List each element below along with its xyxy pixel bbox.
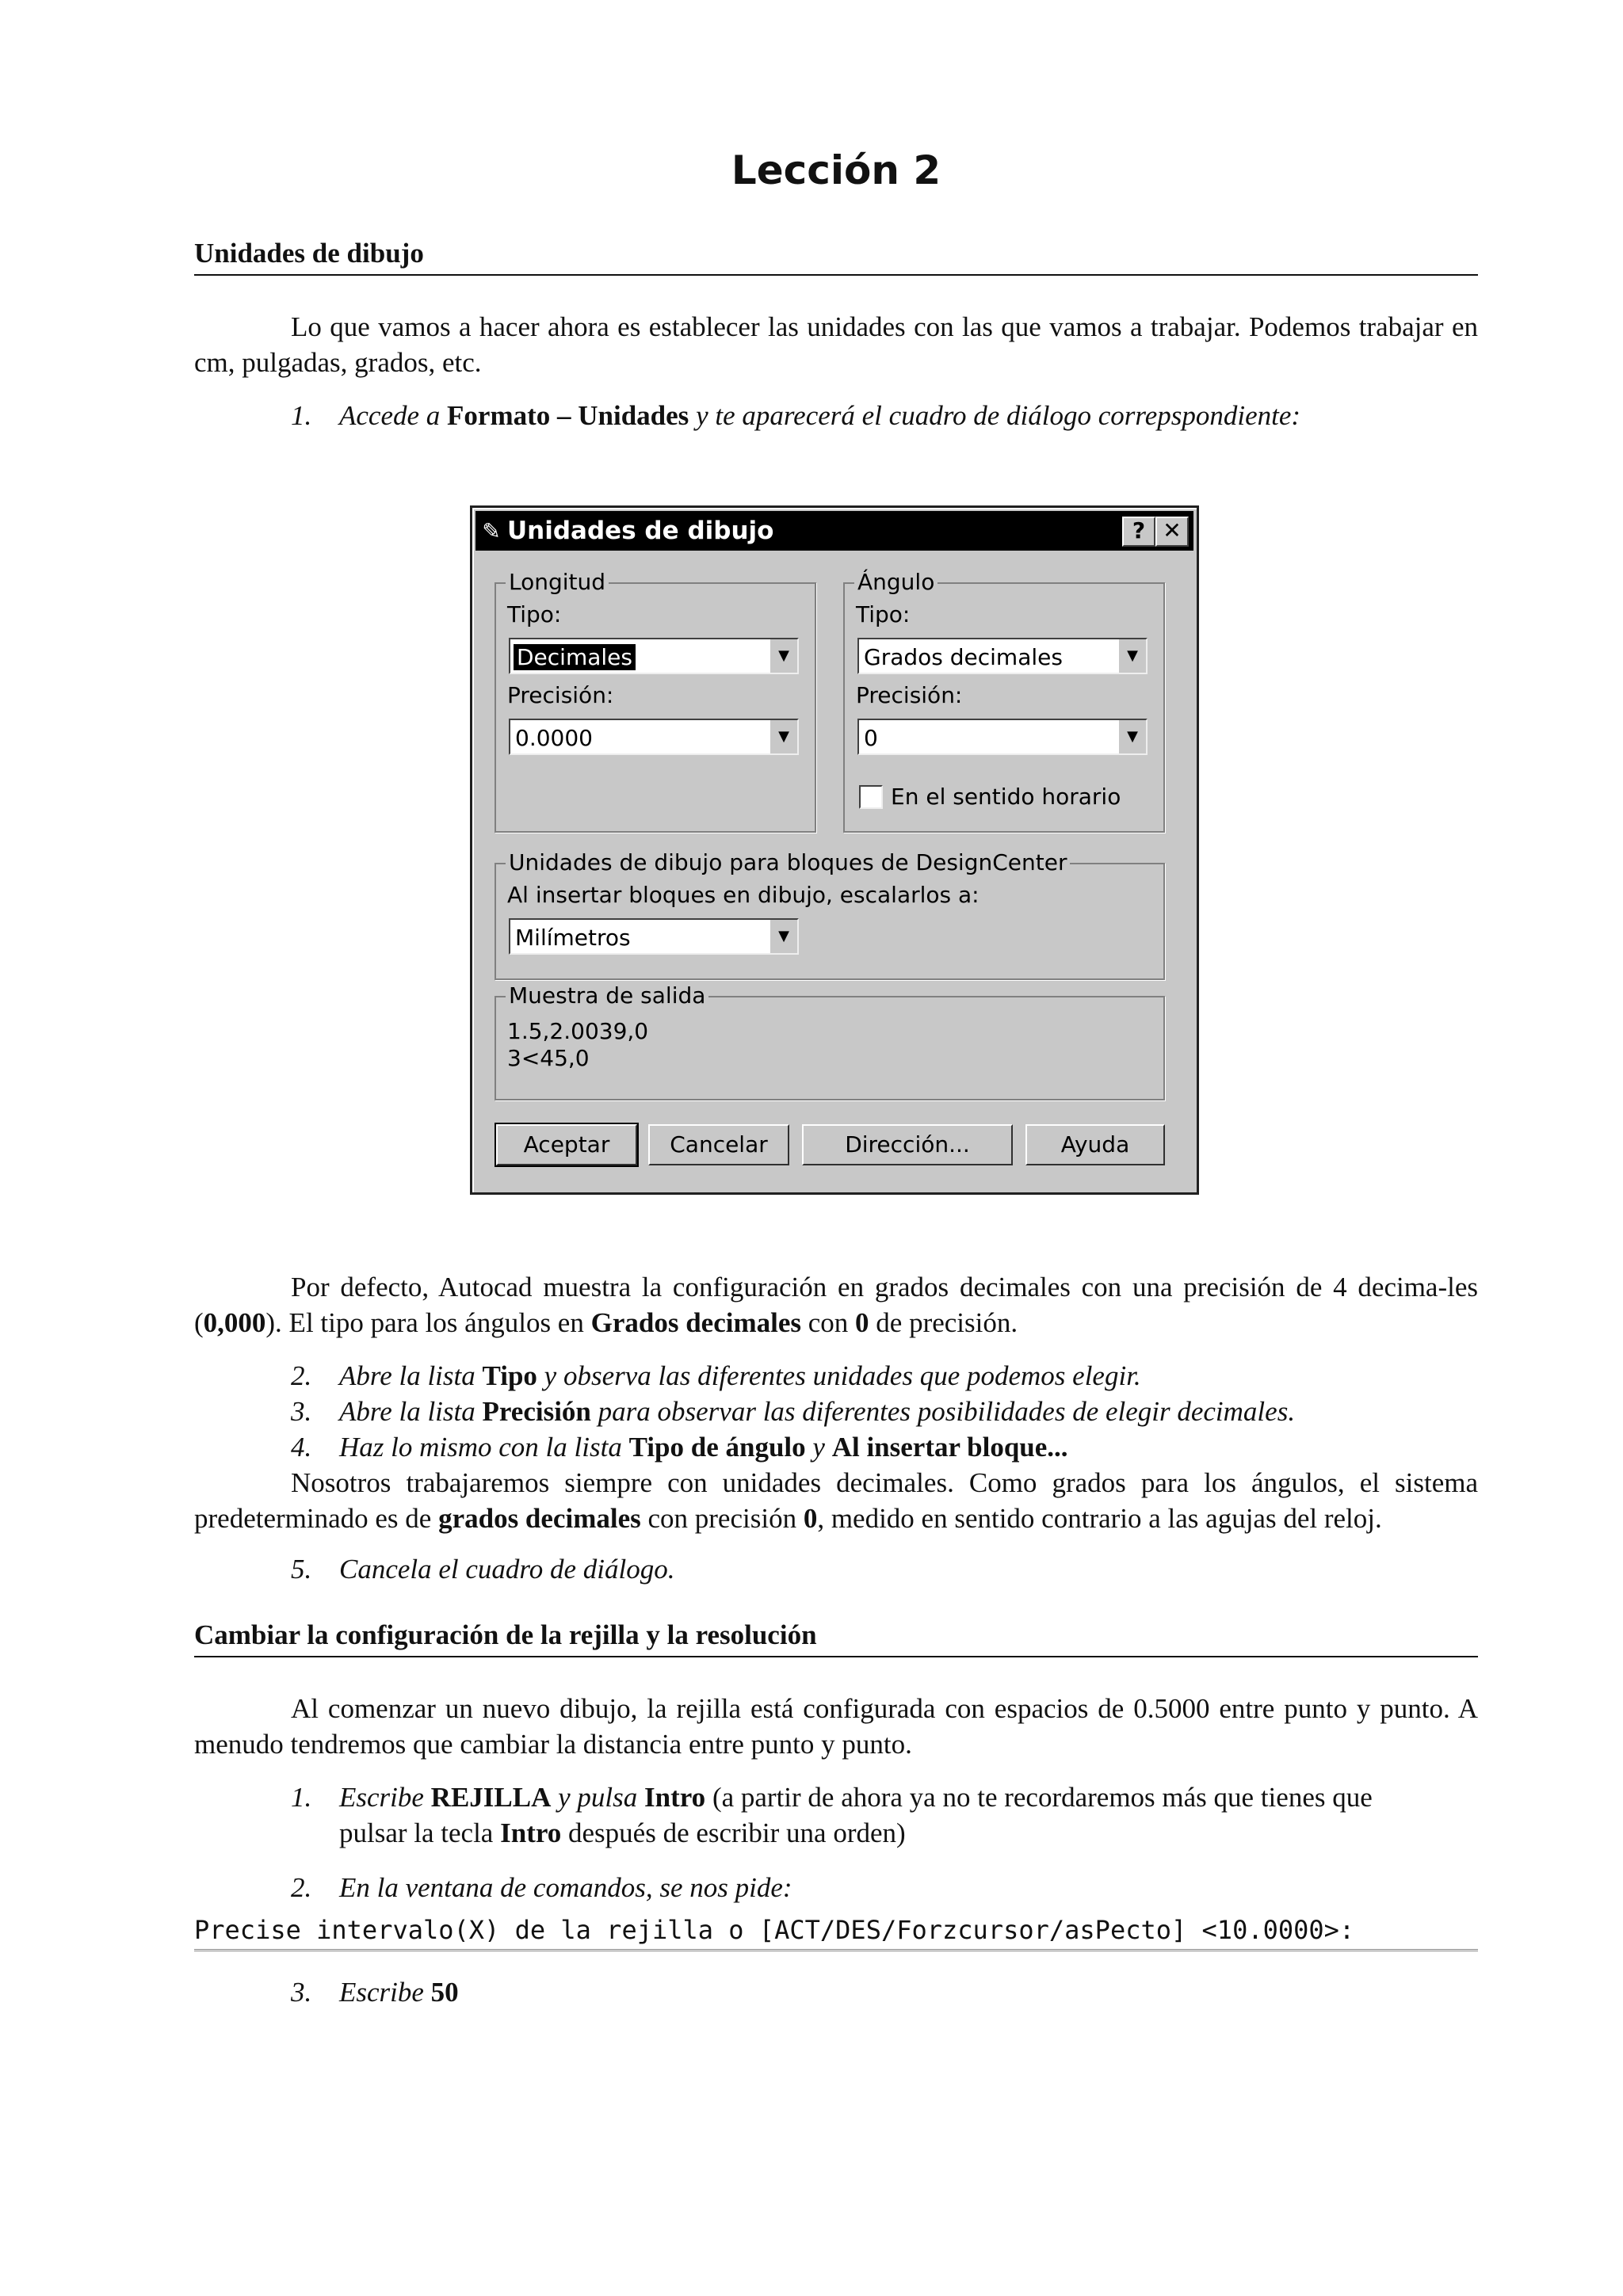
step-text: Haz lo mismo con la lista bbox=[339, 1432, 622, 1463]
sample-output-group bbox=[495, 982, 1165, 1100]
insert-units-select[interactable] bbox=[509, 918, 799, 955]
para-bold: 0 bbox=[803, 1503, 818, 1534]
angle-precision-select[interactable] bbox=[857, 719, 1148, 755]
step-number: 2. bbox=[291, 1360, 312, 1391]
step-number: 3. bbox=[291, 1977, 312, 2008]
step-bold: Intro bbox=[500, 1817, 562, 1848]
para-text: con precisión bbox=[647, 1503, 797, 1534]
units-dialog bbox=[470, 505, 1199, 1195]
length-precision-value: 0.0000 bbox=[515, 725, 593, 751]
para-bold: Grados decimales bbox=[590, 1307, 801, 1338]
paragraph-grid-intro bbox=[194, 1691, 1478, 1762]
step-text: Abre la lista bbox=[339, 1396, 475, 1427]
cancel-button[interactable]: Cancelar bbox=[648, 1124, 789, 1165]
angle-group bbox=[843, 569, 1165, 833]
step-text: para observar las diferentes posibilidades de elegir decimales. bbox=[598, 1396, 1296, 1427]
para-bold: 0,000 bbox=[203, 1307, 266, 1338]
step-2 bbox=[291, 1358, 1478, 1394]
dropdown-arrow-icon[interactable]: ▼ bbox=[1117, 720, 1146, 753]
dropdown-arrow-icon[interactable]: ▼ bbox=[769, 720, 797, 753]
para-text: Al comenzar un nuevo dibujo, la rejilla está configurada con espacios de 0.5000 entre punto y punto. A menudo tendremos que cambiar la distancia entre punto y punto. bbox=[194, 1693, 1478, 1760]
section-heading-grid: Cambiar la configuración de la rejilla y la resolución bbox=[194, 1619, 1478, 1657]
clockwise-label: En el sentido horario bbox=[891, 784, 1121, 810]
sample-line-2: 3<45,0 bbox=[507, 1045, 590, 1071]
para-text: ). El tipo para los ángulos en bbox=[265, 1307, 584, 1338]
step-bold: 50 bbox=[430, 1977, 459, 2008]
intro-paragraph bbox=[194, 309, 1478, 380]
step-number: 1. bbox=[291, 1782, 312, 1813]
step-grid-3 bbox=[291, 1974, 1478, 2010]
step-number: 3. bbox=[291, 1396, 312, 1427]
length-legend: Longitud bbox=[506, 569, 609, 595]
step-5 bbox=[291, 1551, 1478, 1587]
step-grid-1 bbox=[291, 1779, 1478, 1851]
step-text: Escribe bbox=[339, 1977, 424, 2008]
designcenter-legend: Unidades de dibujo para bloques de DesignCenter bbox=[506, 849, 1070, 875]
sample-line-1: 1.5,2.0039,0 bbox=[507, 1018, 649, 1044]
step-bold: Formato – Unidades bbox=[447, 400, 689, 431]
section-heading-units: Unidades de dibujo bbox=[194, 238, 1478, 276]
step-4 bbox=[291, 1429, 1478, 1465]
dropdown-arrow-icon[interactable]: ▼ bbox=[769, 920, 797, 953]
step-text: y te aparecerá el cuadro de diálogo correpspondiente: bbox=[696, 400, 1301, 431]
angle-precision-value: 0 bbox=[864, 725, 878, 751]
intro-text: Lo que vamos a hacer ahora es establecer las unidades con las que vamos a trabajar. Podemos trabajar en cm, pulgadas, grados, etc. bbox=[194, 311, 1478, 378]
page-title: Lección 2 bbox=[731, 147, 941, 193]
step-bold: Tipo de ángulo bbox=[628, 1432, 806, 1463]
sample-legend: Muestra de salida bbox=[506, 982, 708, 1009]
angle-type-select[interactable] bbox=[857, 638, 1148, 674]
angle-precision-label: Precisión: bbox=[856, 682, 963, 708]
angle-type-value: Grados decimales bbox=[864, 644, 1063, 670]
paragraph-default-config bbox=[194, 1269, 1478, 1341]
para-text: Nosotros trabajaremos siempre con unidades decimales. Como grados para los ángulos, el sistema predeterminado es de bbox=[194, 1467, 1478, 1534]
designcenter-label: Al insertar bloques en dibujo, escalarlos a: bbox=[507, 882, 980, 908]
insert-units-value: Milímetros bbox=[515, 925, 631, 951]
step-number: 5. bbox=[291, 1554, 312, 1585]
designcenter-group bbox=[495, 849, 1165, 980]
dropdown-arrow-icon[interactable]: ▼ bbox=[769, 639, 797, 673]
step-text: y bbox=[812, 1432, 825, 1463]
para-bold: 0 bbox=[855, 1307, 869, 1338]
step-text: En la ventana de comandos, se nos pide: bbox=[339, 1872, 792, 1903]
step-bold: Intro bbox=[644, 1782, 706, 1813]
step-text: (a partir de ahora ya no te recordaremos más que tienes que bbox=[712, 1782, 1373, 1813]
length-precision-select[interactable] bbox=[509, 719, 799, 755]
direction-button[interactable]: Dirección... bbox=[802, 1124, 1013, 1165]
ok-button[interactable]: Aceptar bbox=[496, 1124, 637, 1165]
step-grid-2 bbox=[291, 1870, 1478, 1905]
command-line: Precise intervalo(X) de la rejilla o [ACT/DES/Forzcursor/asPecto] <10.0000>: bbox=[194, 1914, 1478, 1951]
length-group bbox=[495, 569, 816, 833]
step-text: Escribe bbox=[339, 1782, 424, 1813]
para-text: de precisión. bbox=[876, 1307, 1018, 1338]
step-number: 1. bbox=[291, 400, 312, 431]
para-text: con bbox=[808, 1307, 849, 1338]
step-1 bbox=[291, 398, 1478, 433]
dropdown-arrow-icon[interactable]: ▼ bbox=[1117, 639, 1146, 673]
para-bold: grados decimales bbox=[438, 1503, 641, 1534]
paragraph-decimal-units bbox=[194, 1465, 1478, 1536]
para-text: , medido en sentido contrario a las agujas del reloj. bbox=[817, 1503, 1382, 1534]
step-text: pulsar la tecla bbox=[339, 1817, 494, 1848]
step-number: 4. bbox=[291, 1432, 312, 1463]
step-text: Abre la lista bbox=[339, 1360, 475, 1391]
length-type-label: Tipo: bbox=[507, 601, 562, 627]
dialog-title: Unidades de dibujo bbox=[507, 517, 774, 545]
clockwise-checkbox[interactable] bbox=[859, 785, 883, 809]
step-text: y pulsa bbox=[558, 1782, 638, 1813]
angle-legend: Ángulo bbox=[854, 569, 938, 595]
step-bold: REJILLA bbox=[430, 1782, 552, 1813]
length-type-select[interactable] bbox=[509, 638, 799, 674]
close-icon[interactable]: ✕ bbox=[1155, 517, 1189, 547]
para-text: Por defecto, Autocad muestra la configuración en grados decimales con una precisión de 4 decima-les ( bbox=[194, 1272, 1478, 1338]
angle-type-label: Tipo: bbox=[856, 601, 911, 627]
help-button[interactable]: Ayuda bbox=[1025, 1124, 1165, 1165]
autocad-icon: ✎ bbox=[482, 517, 501, 544]
length-type-value: Decimales bbox=[514, 644, 636, 670]
length-precision-label: Precisión: bbox=[507, 682, 614, 708]
step-number: 2. bbox=[291, 1872, 312, 1903]
step-3 bbox=[291, 1394, 1478, 1429]
help-icon[interactable]: ? bbox=[1122, 517, 1155, 547]
step-bold: Tipo bbox=[482, 1360, 537, 1391]
step-text: Cancela el cuadro de diálogo. bbox=[339, 1554, 675, 1585]
dialog-titlebar bbox=[475, 511, 1193, 551]
step-text: y observa las diferentes unidades que podemos elegir. bbox=[544, 1360, 1141, 1391]
step-bold: Precisión bbox=[482, 1396, 591, 1427]
step-text: Accede a bbox=[339, 400, 441, 431]
step-bold: Al insertar bloque... bbox=[831, 1432, 1068, 1463]
step-text: después de escribir una orden) bbox=[568, 1817, 906, 1848]
